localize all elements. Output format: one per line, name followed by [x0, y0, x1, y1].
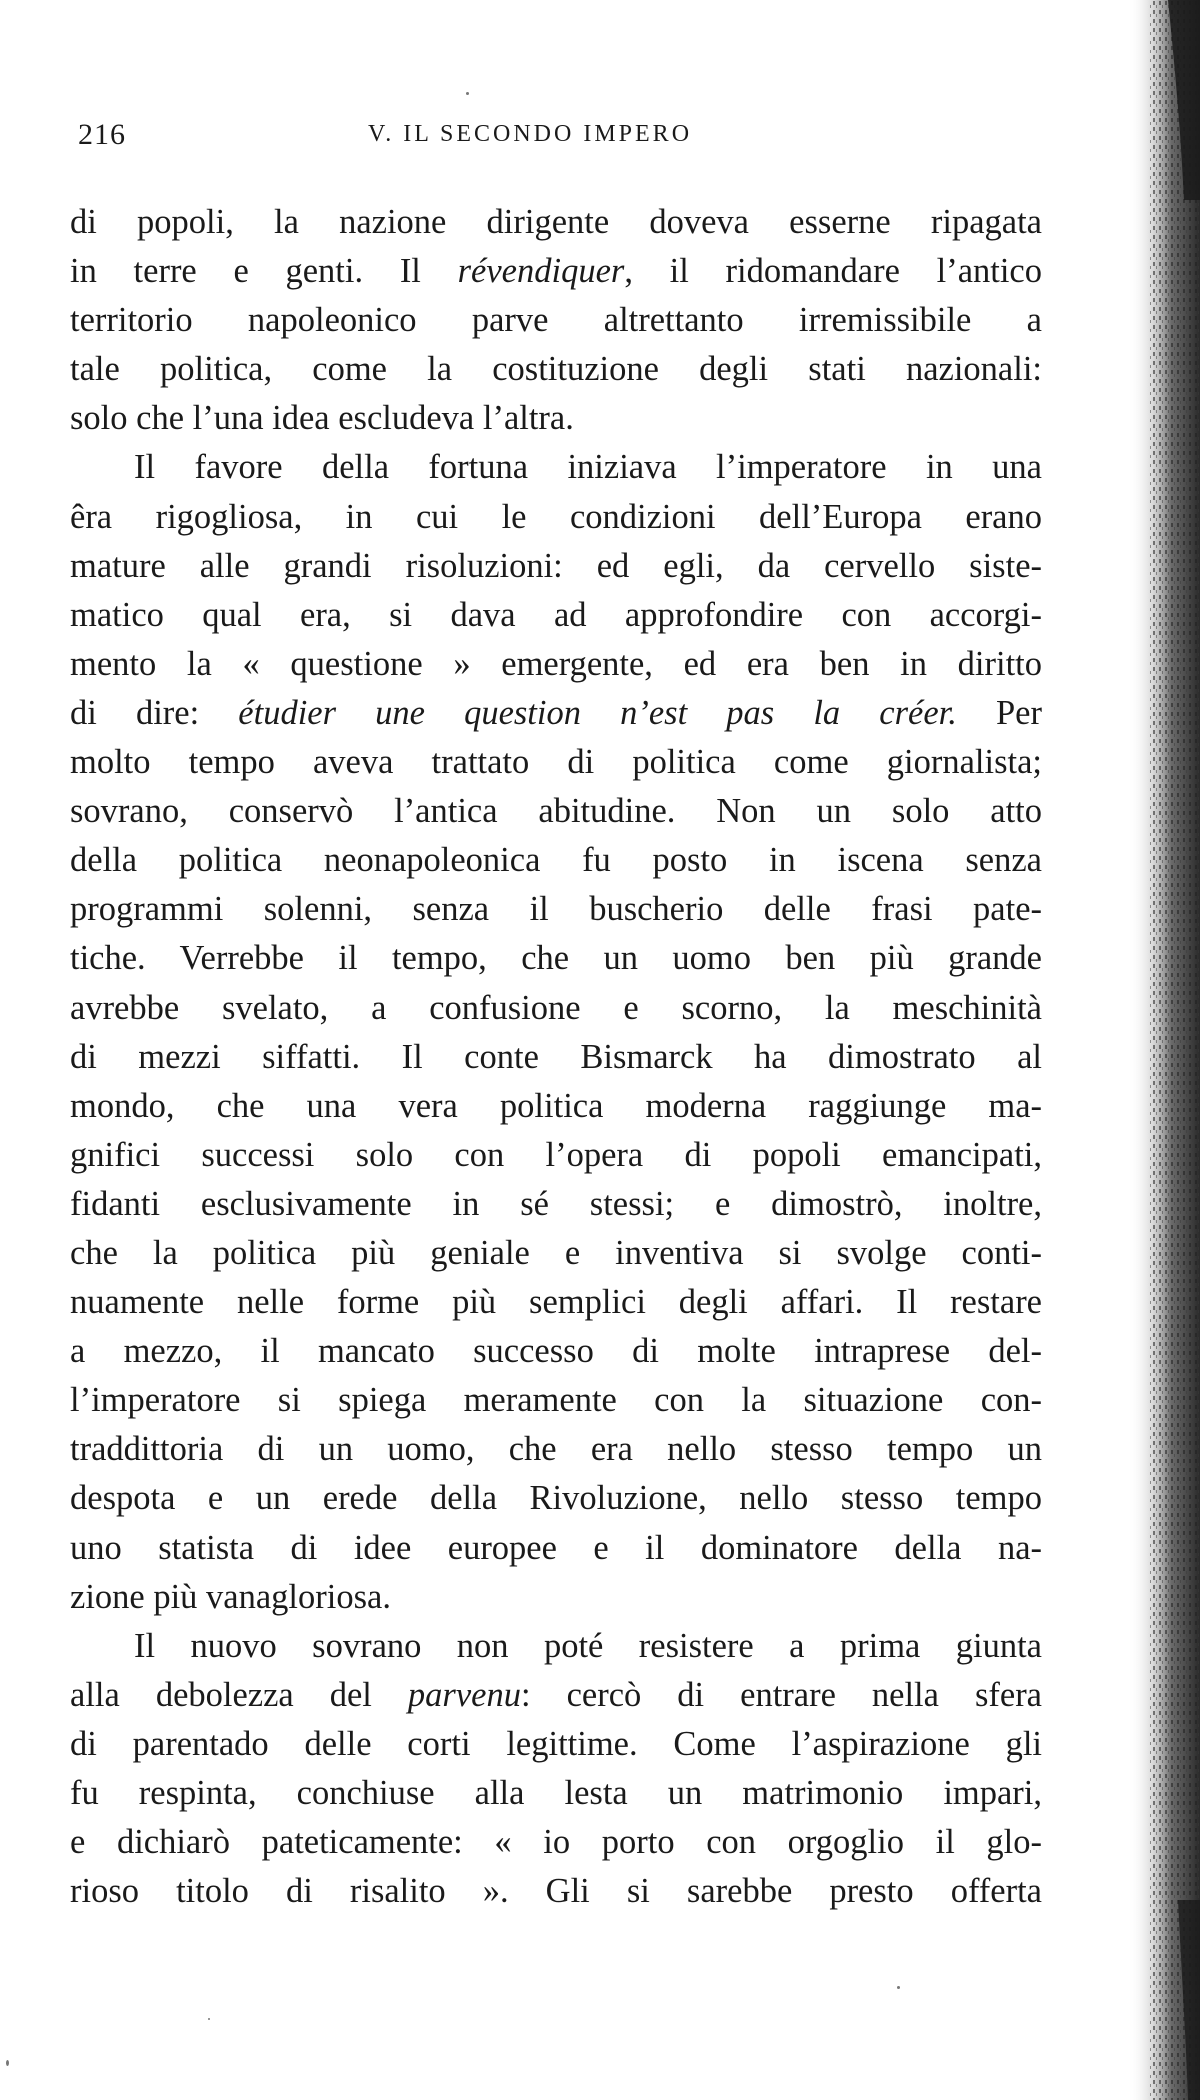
- text-line: molto tempo aveva trattato di politica come giornalista;: [70, 743, 1042, 782]
- text-line: sovrano, conservò l’antica abitudine. Non un solo atto: [70, 792, 1042, 831]
- text-line: l’imperatore si spiega meramente con la situazione con-: [70, 1381, 1042, 1420]
- italic-quote: étudier une question n’est pas la créer.: [238, 693, 957, 732]
- italic-term: parvenu: [407, 1675, 521, 1714]
- text-line: della politica neonapoleonica fu posto in iscena senza: [70, 841, 1042, 880]
- text-line: êra rigogliosa, in cui le condizioni dell’Europa erano: [70, 497, 1042, 536]
- text-line: di dire: étudier une question n’est pas la créer. Per: [70, 693, 1042, 732]
- italic-term: révendiquer: [457, 252, 625, 291]
- text-line: avrebbe svelato, a confusione e scorno, la meschinità: [70, 988, 1042, 1027]
- text-line: mondo, che una vera politica moderna raggiunge ma-: [70, 1086, 1042, 1125]
- text-line: fidanti esclusivamente in sé stessi; e dimostrò, inoltre,: [70, 1184, 1042, 1223]
- text-line: di parentado delle corti legittime. Come l’aspirazione gli: [70, 1724, 1042, 1763]
- text-line: alla debolezza del parvenu: cercò di entrare nella sfera: [70, 1675, 1042, 1714]
- text-line: mento la « questione » emergente, ed era ben in diritto: [70, 644, 1042, 683]
- text-line: e dichiarò pateticamente: « io porto con orgoglio il glo-: [70, 1823, 1042, 1862]
- text-line: despota e un erede della Rivoluzione, nello stesso tempo: [70, 1479, 1042, 1518]
- body-text: [70, 198, 1042, 1916]
- text-line: zione più vanagloriosa.: [70, 1577, 391, 1616]
- page-number: 216: [78, 118, 126, 151]
- page-header: [78, 118, 1038, 158]
- text-line: rioso titolo di risalito ». Gli si sarebbe presto offerta: [70, 1872, 1042, 1911]
- text-line: nuamente nelle forme più semplici degli affari. Il restare: [70, 1283, 1042, 1322]
- text-line: che la politica più geniale e inventiva si svolge conti-: [70, 1233, 1042, 1272]
- page-edge-shadow: [1128, 0, 1200, 2100]
- text-line: Il nuovo sovrano non poté resistere a prima giunta: [134, 1626, 1042, 1665]
- paper-speck: [6, 2060, 9, 2066]
- text-line: matico qual era, si dava ad approfondire con accorgi-: [70, 595, 1042, 634]
- text-line: di popoli, la nazione dirigente doveva esserne ripagata: [70, 203, 1042, 241]
- running-head: V. IL SECONDO IMPERO: [368, 121, 693, 147]
- text-line: tiche. Verrebbe il tempo, che un uomo ben più grande: [70, 939, 1042, 978]
- text-line: territorio napoleonico parve altrettanto irremissibile a: [70, 301, 1042, 340]
- text-line: gnifici successi solo con l’opera di popoli emancipati,: [70, 1135, 1042, 1174]
- paper-speck: [897, 1986, 900, 1989]
- text-line: di mezzi siffatti. Il conte Bismarck ha dimostrato al: [70, 1037, 1042, 1076]
- paper-speck: [208, 2018, 210, 2020]
- text-line: fu respinta, conchiuse alla lesta un matrimonio impari,: [70, 1774, 1042, 1812]
- text-line: in terre e genti. Il révendiquer, il ridomandare l’antico: [70, 252, 1042, 291]
- text-line: solo che l’una idea escludeva l’altra.: [70, 399, 574, 438]
- text-line: traddittoria di un uomo, che era nello stesso tempo un: [70, 1430, 1042, 1469]
- paper-speck: [466, 92, 469, 95]
- text-line: programmi solenni, senza il buscherio delle frasi pate-: [70, 890, 1042, 929]
- text-line: a mezzo, il mancato successo di molte intraprese del-: [70, 1332, 1042, 1371]
- text-line: uno statista di idee europee e il dominatore della na-: [70, 1528, 1042, 1567]
- text-line: mature alle grandi risoluzioni: ed egli, da cervello siste-: [70, 546, 1042, 585]
- text-line: Il favore della fortuna iniziava l’imperatore in una: [134, 448, 1042, 487]
- text-line: tale politica, come la costituzione degli stati nazionali:: [70, 350, 1042, 389]
